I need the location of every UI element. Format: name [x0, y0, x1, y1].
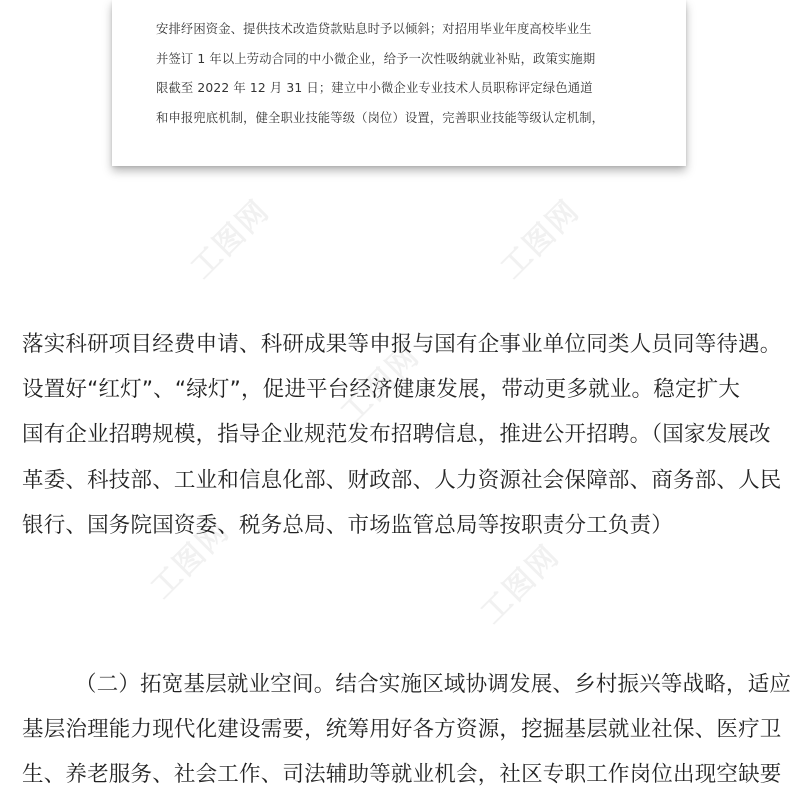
paragraph-line: 基层治理能力现代化建设需要，统筹用好各方资源，挖掘基层就业社保、医疗卫 — [22, 717, 782, 743]
paragraph-line: 生、养老服务、社会工作、司法辅助等就业机会，社区专职工作岗位出现空缺要 — [22, 762, 782, 788]
paragraph-line: 落实科研项目经费申请、科研成果等申报与国有企事业单位同类人员同等待遇。 — [22, 332, 782, 357]
section-heading-line: （二）拓宽基层就业空间。结合实施区域协调发展、乡村振兴等战略，适应 — [75, 672, 792, 697]
paragraph-line: 设置好“红灯”、“绿灯”，促进平台经济健康发展，带动更多就业。稳定扩大 — [22, 377, 741, 403]
card-text-line: 安排纾困资金、提供技术改造贷款贴息时予以倾斜；对招用毕业年度高校毕业生 — [156, 22, 592, 36]
card-text-line: 和申报兜底机制，健全职业技能等级（岗位）设置，完善职业技能等级认定机制， — [156, 110, 605, 125]
card-text-line: 并签订 1 年以上劳动合同的中小微企业，给予一次性吸纳就业补贴，政策实施期 — [156, 51, 596, 66]
document-excerpt-card — [112, 0, 686, 166]
card-text-line: 限截至 2022 年 12 月 31 日；建立中小微企业专业技术人员职称评定绿色通道 — [156, 81, 593, 95]
watermark: 工图网 — [184, 193, 277, 286]
watermark: 工图网 — [474, 538, 567, 631]
watermark: 工图网 — [494, 193, 587, 286]
watermark: 工图网 — [334, 338, 427, 431]
watermark: 工图网 — [144, 513, 237, 606]
paragraph-line: 革委、科技部、工业和信息化部、财政部、人力资源社会保障部、商务部、人民 — [22, 467, 782, 493]
section-two-paragraph — [22, 662, 792, 798]
paragraph-line: 国有企业招聘规模，指导企业规范发布招聘信息，推进公开招聘。（国家发展改 — [22, 422, 771, 448]
paragraph-line: 银行、国务院国资委、税务总局、市场监管总局等按职责分工负责） — [22, 512, 674, 538]
body-paragraph — [22, 322, 782, 548]
